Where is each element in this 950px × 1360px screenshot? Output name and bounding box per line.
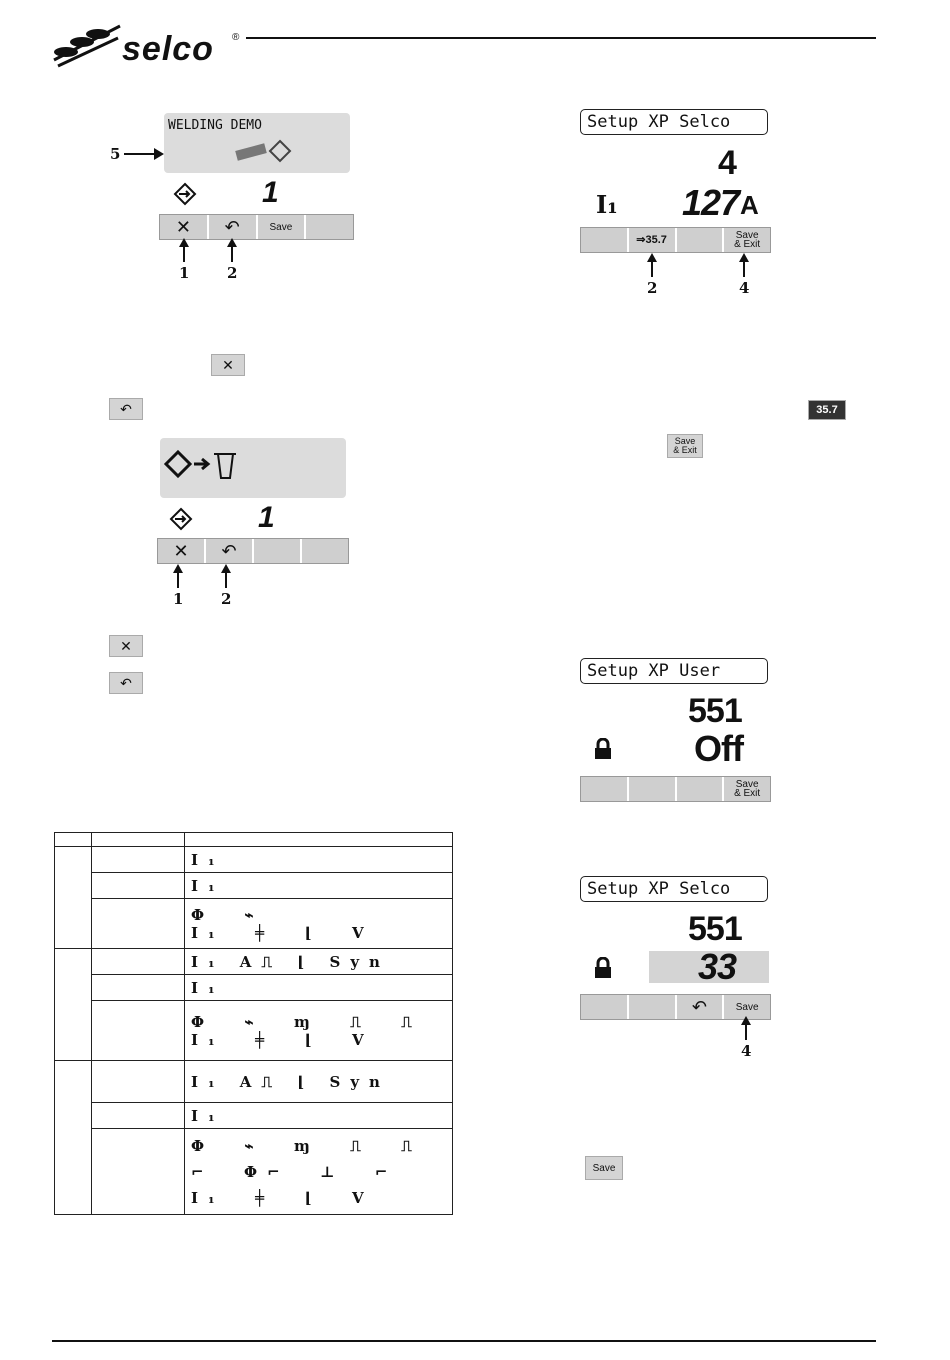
program-select-icon (173, 182, 197, 206)
row-symbols: I₁ A⎍ ⌊ Syn (185, 1061, 453, 1103)
lock-icon (593, 957, 613, 979)
save-chip-label: Save (592, 1162, 616, 1174)
setup2-empty-button-2[interactable] (629, 995, 677, 1019)
lock-icon (593, 738, 613, 760)
setup-empty-button-1[interactable] (581, 228, 629, 252)
table-row (55, 873, 453, 899)
setup-selco-title: Setup XP Selco (580, 109, 768, 135)
table-header-row (55, 833, 453, 847)
row-symbols: Φ ⌁ ɱ ⎍ ⎍ I₁ ╪ ⌊ V (185, 1001, 453, 1061)
group-cell (55, 949, 92, 1061)
row-symbols: I₁ (185, 1103, 453, 1129)
table-row (55, 949, 453, 975)
current-symbol: I₁ (596, 190, 618, 219)
setup-user-param-number: 551 (688, 692, 742, 730)
inline-value-chip (808, 400, 846, 420)
setup2-empty-button-1[interactable] (581, 995, 629, 1019)
row-label (92, 899, 185, 949)
save-exit-button[interactable] (724, 777, 770, 801)
memory-chip-icon (234, 137, 294, 167)
row-symbols: I₁ A⎍ ⌊ Syn (185, 949, 453, 975)
setup-user-param-value: Off (694, 728, 743, 769)
close-icon: ✕ (120, 637, 132, 654)
close-icon: ✕ (222, 356, 234, 373)
setup-selco-button-bar (580, 227, 771, 253)
demo-empty-button[interactable] (306, 215, 353, 239)
row-label (92, 975, 185, 1001)
save-exit-label: Save & Exit (734, 230, 761, 250)
save-exit-chip-label: Save & Exit (673, 436, 697, 455)
inline-cancel-chip (109, 635, 143, 657)
callout-2-arrow (225, 572, 227, 588)
table-header-cell (92, 833, 185, 847)
delete-cancel-button[interactable] (158, 539, 206, 563)
callout-1: 1 (179, 264, 190, 282)
setup-selco-param-value: 127 (682, 182, 740, 223)
program-select-icon (169, 507, 193, 531)
goto-value-button[interactable] (629, 228, 677, 252)
row-symbols: I₁ (185, 873, 453, 899)
logo-registered: ® (232, 32, 240, 43)
callout-4-arrow (745, 1024, 747, 1040)
delete-back-button[interactable] (206, 539, 254, 563)
save-exit-button[interactable] (724, 228, 770, 252)
logo-text: selco (122, 30, 214, 68)
demo-lcd (164, 113, 350, 173)
delete-counter: 1 (258, 501, 274, 534)
row-symbols: Φ ⌁ ɱ ⎍ ⎍ ⌐ Φ⌐ ⊥ ⌐ I₁ ╪ ⌊ V (185, 1129, 453, 1215)
row-symbols: Φ ⌁ I₁ ╪ ⌊ V (185, 899, 453, 949)
row-symbols: I₁ (185, 847, 453, 873)
delete-program-icon (164, 448, 244, 488)
table-header-cell (55, 833, 92, 847)
selco-mark-icon (52, 22, 122, 68)
inline-back-chip (109, 672, 143, 694)
back-icon: ↶ (224, 216, 240, 237)
inline-save-exit-chip (667, 434, 703, 458)
callout-2: 2 (647, 279, 658, 297)
table-row (55, 1129, 453, 1215)
delete-empty-button-3[interactable] (254, 539, 302, 563)
inline-back-chip (109, 398, 143, 420)
setup-selco-2-title: Setup XP Selco (580, 876, 768, 902)
value-chip-label: 35.7 (816, 404, 838, 416)
group-cell (55, 847, 92, 949)
callout-1-arrow (177, 572, 179, 588)
setup-selco-2-param-number: 551 (688, 910, 742, 948)
row-label (92, 1061, 185, 1103)
footer-rule (52, 1340, 876, 1342)
group-cell (55, 1061, 92, 1215)
callout-5-arrow (124, 153, 158, 155)
demo-counter: 1 (262, 176, 278, 209)
save-exit-label: Save & Exit (734, 779, 761, 799)
callout-5: 5 (110, 145, 121, 163)
setup-user-title: Setup XP User (580, 658, 768, 684)
callout-4: 4 (739, 279, 750, 297)
table-row (55, 975, 453, 1001)
callout-1: 1 (173, 590, 184, 608)
save-label: Save (269, 221, 293, 233)
header-logo (52, 22, 242, 72)
demo-button-bar (159, 214, 354, 240)
header-rule (246, 37, 876, 39)
row-symbols: I₁ (185, 975, 453, 1001)
row-label (92, 1001, 185, 1061)
callout-4-arrow (743, 261, 745, 277)
callout-2: 2 (221, 590, 232, 608)
callout-2-arrow (651, 261, 653, 277)
callout-4: 4 (741, 1042, 752, 1060)
back-icon: ↶ (120, 400, 132, 417)
user-empty-button-3[interactable] (677, 777, 725, 801)
setup-selco-param-number: 4 (718, 144, 736, 182)
setup-selco-param-unit: A (740, 190, 759, 220)
close-icon: ✕ (175, 216, 191, 237)
parameter-table (54, 832, 453, 1215)
inline-save-chip (585, 1156, 623, 1180)
setup-user-button-bar (580, 776, 771, 802)
row-label (92, 873, 185, 899)
table-row (55, 899, 453, 949)
setup2-back-button[interactable] (677, 995, 725, 1019)
close-icon: ✕ (173, 540, 189, 561)
row-label (92, 1103, 185, 1129)
delete-lcd (160, 438, 346, 498)
goto-label: ⇒35.7 (636, 233, 667, 246)
demo-back-button[interactable] (209, 215, 258, 239)
setup-empty-button-3[interactable] (677, 228, 725, 252)
demo-cancel-button[interactable] (160, 215, 209, 239)
user-empty-button-1[interactable] (581, 777, 629, 801)
table-header-cell (185, 833, 453, 847)
delete-button-bar (157, 538, 349, 564)
callout-2: 2 (227, 264, 238, 282)
user-empty-button-2[interactable] (629, 777, 677, 801)
table-row (55, 847, 453, 873)
row-label (92, 1129, 185, 1215)
row-label (92, 847, 185, 873)
row-label (92, 949, 185, 975)
table-row (55, 1061, 453, 1103)
save-label: Save (735, 1001, 759, 1013)
callout-1-arrow (183, 246, 185, 262)
inline-cancel-chip (211, 354, 245, 376)
demo-lcd-text: WELDING DEMO (168, 118, 262, 133)
table-row (55, 1103, 453, 1129)
delete-empty-button-4[interactable] (302, 539, 348, 563)
demo-save-button[interactable] (258, 215, 307, 239)
back-icon: ↶ (120, 674, 132, 691)
callout-2-arrow (231, 246, 233, 262)
back-icon: ↶ (691, 996, 707, 1017)
setup-selco-2-param-value: 33 (698, 946, 737, 987)
back-icon: ↶ (221, 540, 237, 561)
table-row (55, 1001, 453, 1061)
